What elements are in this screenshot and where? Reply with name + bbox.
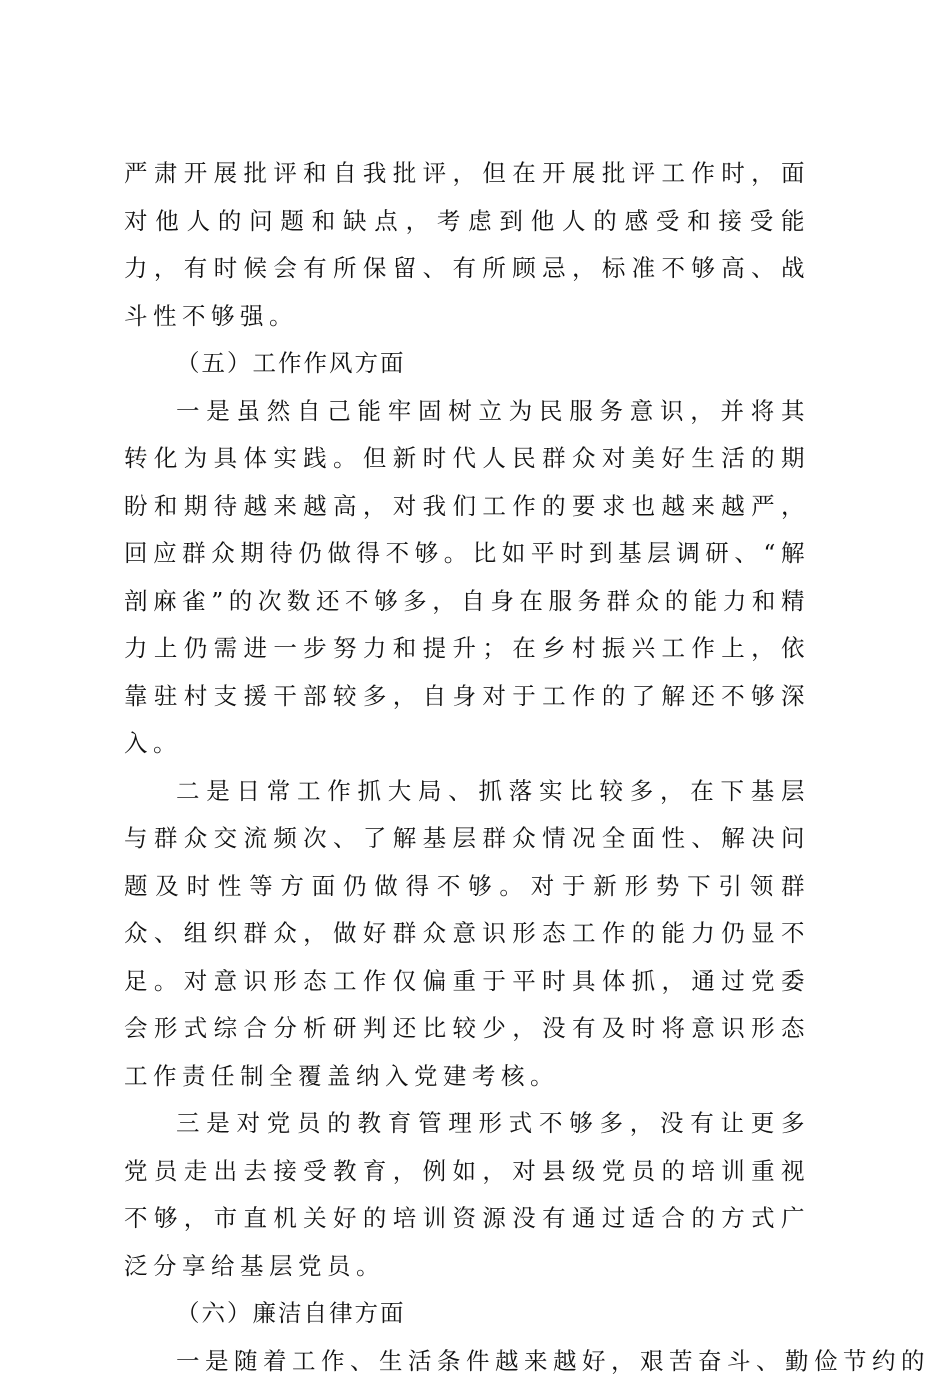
paragraph-work-style-2: 二是日常工作抓大局、抓落实比较多，在下基层与群众交流频次、了解基层群众情况全面性、解决问题及时性等方面仍做得不够。对于新形势下引领群众、组织群众，做好群众意识形态工作的能力仍显不足。对意识形态工作仅偏重于平时具体抓，通过党委会形式综合分析研判还比较少，没有及时将意识形态工作责任制全覆盖纳入党建考核。: [124, 768, 810, 1101]
paragraph-integrity-1: 一是随着工作、生活条件越来越好，艰苦奋斗、勤俭节约的: [124, 1338, 810, 1385]
paragraph-work-style-3: 三是对党员的教育管理形式不够多，没有让更多党员走出去接受教育，例如，对县级党员的培训重视不够，市直机关好的培训资源没有通过适合的方式广泛分享给基层党员。: [124, 1100, 810, 1290]
document-body: [124, 150, 810, 1385]
paragraph-work-style-1: 一是虽然自己能牢固树立为民服务意识，并将其转化为具体实践。但新时代人民群众对美好生活的期盼和期待越来越高，对我们工作的要求也越来越严，回应群众期待仍做得不够。比如平时到基层调研、“解剖麻雀”的次数还不够多，自身在服务群众的能力和精力上仍需进一步努力和提升；在乡村振兴工作上，依靠驻村支援干部较多，自身对于工作的了解还不够深入。: [124, 388, 810, 768]
paragraph-continuation: 严肃开展批评和自我批评，但在开展批评工作时，面对他人的问题和缺点，考虑到他人的感受和接受能力，有时候会有所保留、有所顾忌，标准不够高、战斗性不够强。: [124, 150, 810, 340]
section-heading-work-style: （五）工作作风方面: [124, 340, 810, 388]
section-heading-integrity: （六）廉洁自律方面: [124, 1290, 810, 1338]
